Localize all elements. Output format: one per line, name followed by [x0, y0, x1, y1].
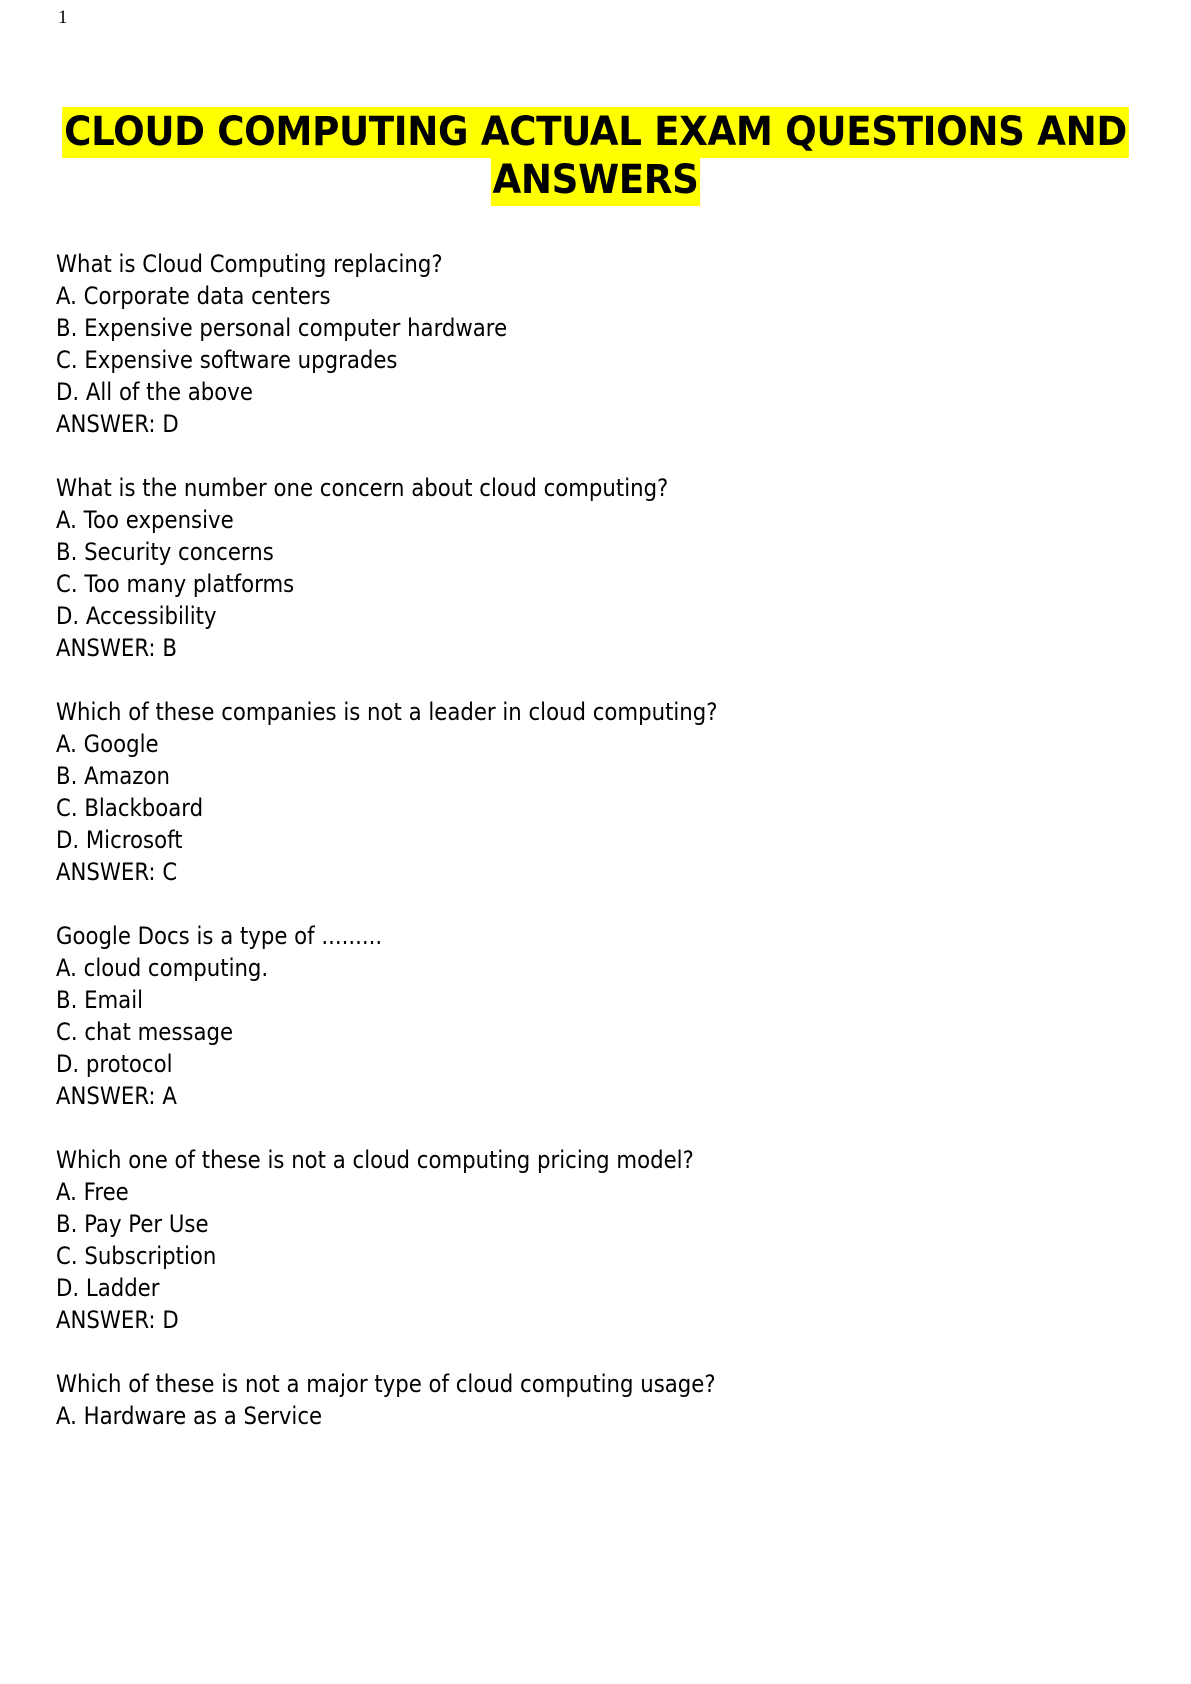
document-title	[42, 108, 1150, 204]
answer-option: B. Pay Per Use	[56, 1210, 209, 1238]
question-block	[56, 472, 1012, 664]
answer-option: B. Security concerns	[56, 538, 274, 566]
answer-option: A. Too expensive	[56, 506, 234, 534]
title-line-1	[42, 108, 1150, 156]
question-block	[56, 696, 1012, 888]
answer-option: C. Too many platforms	[56, 570, 295, 598]
answer-key: ANSWER: A	[56, 1082, 177, 1110]
answer-option: A. Google	[56, 730, 159, 758]
answer-option: D. Microsoft	[56, 826, 183, 854]
answer-option: A. Hardware as a Service	[56, 1402, 323, 1430]
answer-option: A. cloud computing.	[56, 954, 269, 982]
title-line-1-text: CLOUD COMPUTING ACTUAL EXAM QUESTIONS AND	[62, 107, 1128, 158]
exam-questions-body	[56, 248, 1012, 1432]
page-number: 1	[58, 7, 68, 28]
question-text: What is Cloud Computing replacing?	[56, 250, 443, 278]
answer-option: B. Amazon	[56, 762, 170, 790]
answer-option: B. Email	[56, 986, 144, 1014]
answer-option: D. protocol	[56, 1050, 173, 1078]
title-line-2-text: ANSWERS	[491, 155, 701, 206]
question-block	[56, 1368, 1012, 1432]
question-text: Which of these companies is not a leader in cloud computing?	[56, 698, 718, 726]
question-text: Google Docs is a type of .........	[56, 922, 383, 950]
question-block	[56, 248, 1012, 440]
answer-option: D. All of the above	[56, 378, 253, 406]
question-text: Which of these is not a major type of cloud computing usage?	[56, 1370, 716, 1398]
answer-key: ANSWER: B	[56, 634, 177, 662]
question-block	[56, 920, 1012, 1112]
title-line-2	[42, 156, 1150, 204]
question-text: What is the number one concern about cloud computing?	[56, 474, 669, 502]
answer-option: C. Blackboard	[56, 794, 204, 822]
answer-option: D. Accessibility	[56, 602, 217, 630]
question-block	[56, 1144, 1012, 1336]
answer-option: D. Ladder	[56, 1274, 160, 1302]
answer-option: C. Expensive software upgrades	[56, 346, 398, 374]
answer-key: ANSWER: D	[56, 410, 179, 438]
answer-option: B. Expensive personal computer hardware	[56, 314, 508, 342]
answer-key: ANSWER: C	[56, 858, 178, 886]
question-text: Which one of these is not a cloud computing pricing model?	[56, 1146, 694, 1174]
answer-option: A. Corporate data centers	[56, 282, 331, 310]
answer-key: ANSWER: D	[56, 1306, 179, 1334]
answer-option: C. Subscription	[56, 1242, 217, 1270]
answer-option: A. Free	[56, 1178, 129, 1206]
answer-option: C. chat message	[56, 1018, 234, 1046]
